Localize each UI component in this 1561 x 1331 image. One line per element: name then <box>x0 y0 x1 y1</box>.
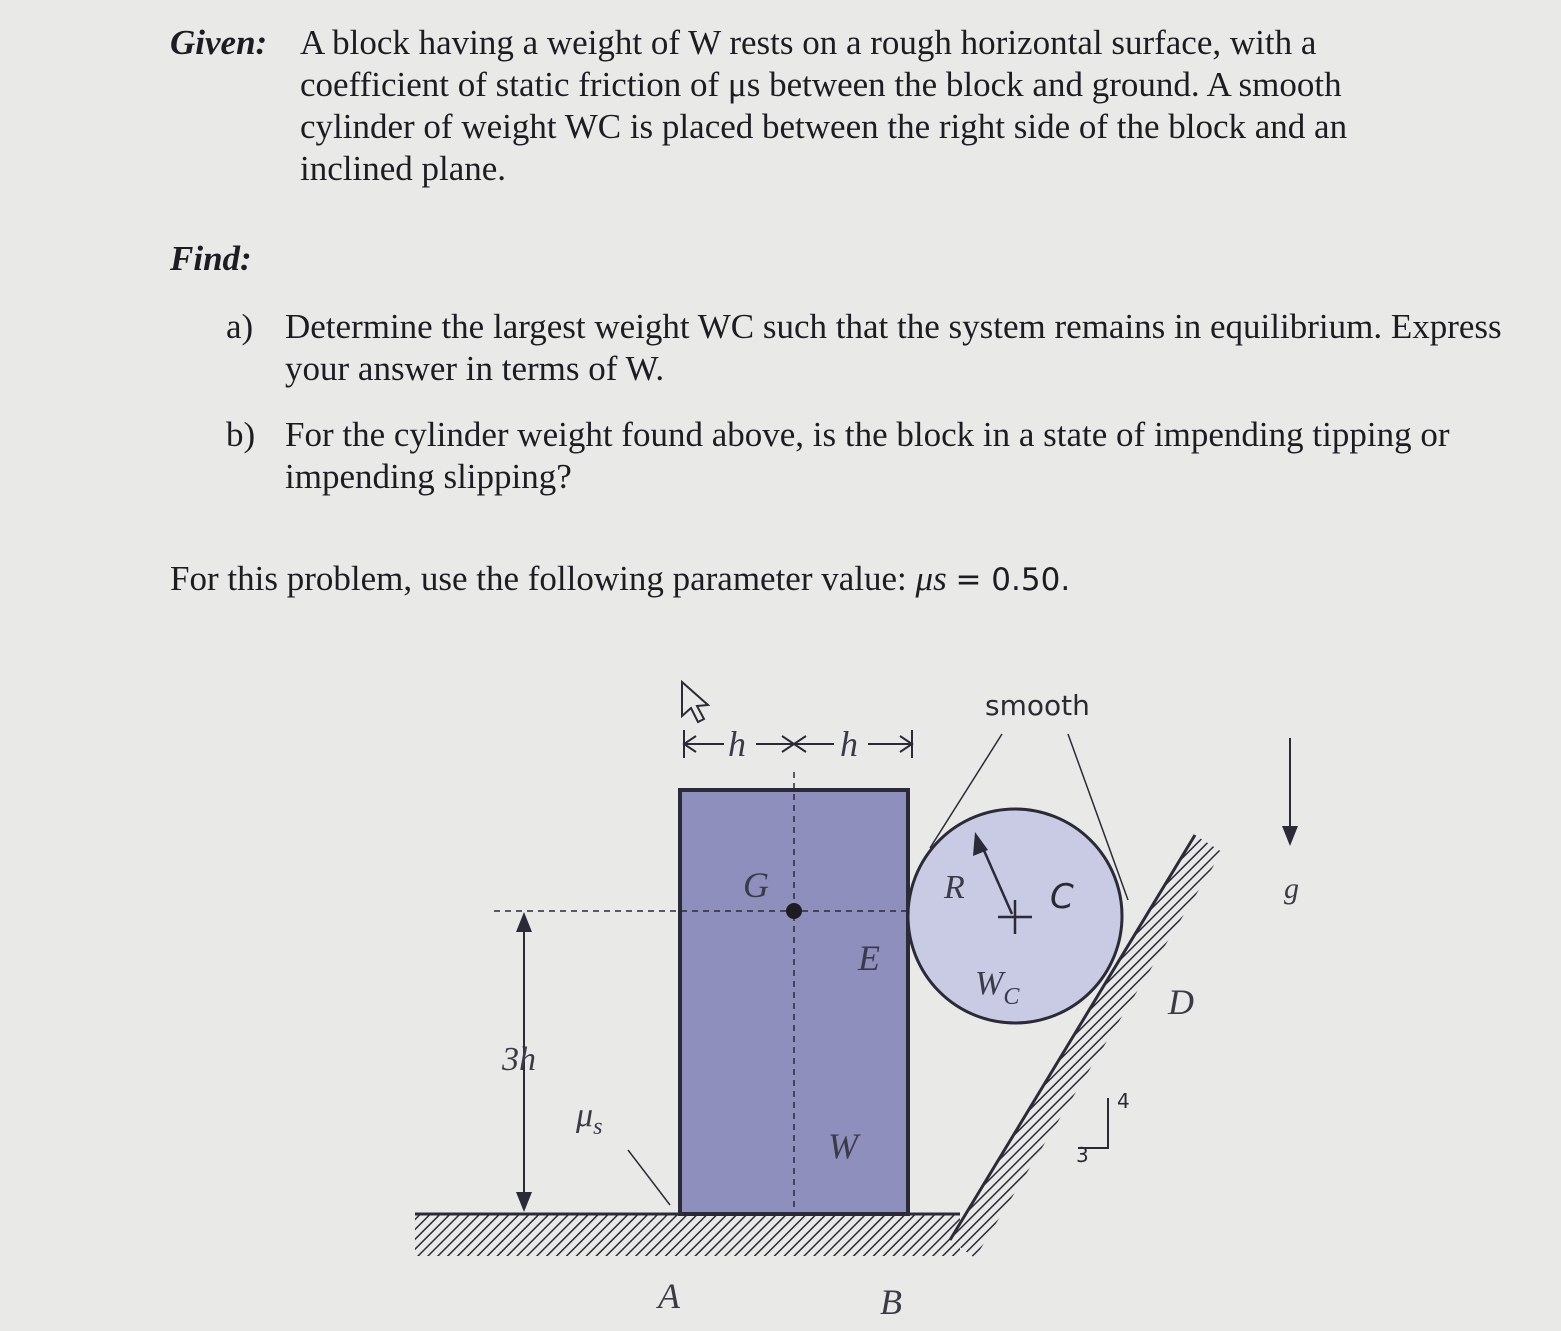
label-R: R <box>944 869 965 906</box>
centroid-dot-G <box>786 903 802 919</box>
height-arrow-bottom <box>516 1192 532 1212</box>
label-3h: 3h <box>502 1041 536 1078</box>
question-b-text: For the cylinder weight found above, is the block in a state of impending tipping or impending slipping? <box>285 415 1450 496</box>
question-a-letter: a) <box>226 307 254 346</box>
question-b-letter: b) <box>226 415 256 454</box>
label-smooth: smooth <box>985 689 1090 722</box>
label-G: G <box>743 865 769 905</box>
given-text: A block having a weight of W rests on a rough horizontal surface, with a coefficient of static friction of μs between the block and ground. A smooth cylinder of weight WC is placed between the right side of the block and an inclined plane. <box>300 23 1348 188</box>
label-D: D <box>1168 982 1194 1022</box>
label-mu-subscript: s <box>593 1114 603 1140</box>
slope-run-label: 3 <box>1076 1143 1089 1167</box>
label-mu-symbol: μ <box>576 1097 594 1134</box>
label-E: E <box>858 938 880 978</box>
label-B: B <box>880 1282 902 1322</box>
height-arrow-top <box>516 912 532 932</box>
label-A: A <box>658 1276 680 1316</box>
given-label: Given: <box>170 23 268 62</box>
slope-triangle <box>1078 1098 1108 1148</box>
parameter-symbol: μs <box>915 559 947 598</box>
question-a-text: Determine the largest weight WC such that the system remains in equilibrium. Express your answer in terms of W. <box>285 307 1502 388</box>
label-g: g <box>1284 872 1299 905</box>
parameter-value: = 0.50. <box>955 562 1071 598</box>
label-h-left: h <box>728 724 746 764</box>
label-mu <box>575 1097 602 1140</box>
ground-hatch <box>415 1214 960 1256</box>
mu-leader-line <box>628 1150 670 1205</box>
label-h-right: h <box>840 724 858 764</box>
slope-rise-label: 4 <box>1117 1089 1130 1113</box>
parameter-text: For this problem, use the following parameter value: <box>170 559 907 598</box>
label-Wc-main: W <box>975 965 1004 1002</box>
find-label: Find: <box>170 239 252 278</box>
label-C: C <box>1050 877 1074 917</box>
label-W: W <box>828 1126 858 1166</box>
label-Wc-subscript: C <box>1003 984 1020 1010</box>
gravity-arrowhead <box>1282 826 1298 846</box>
mouse-cursor-icon <box>682 682 708 722</box>
